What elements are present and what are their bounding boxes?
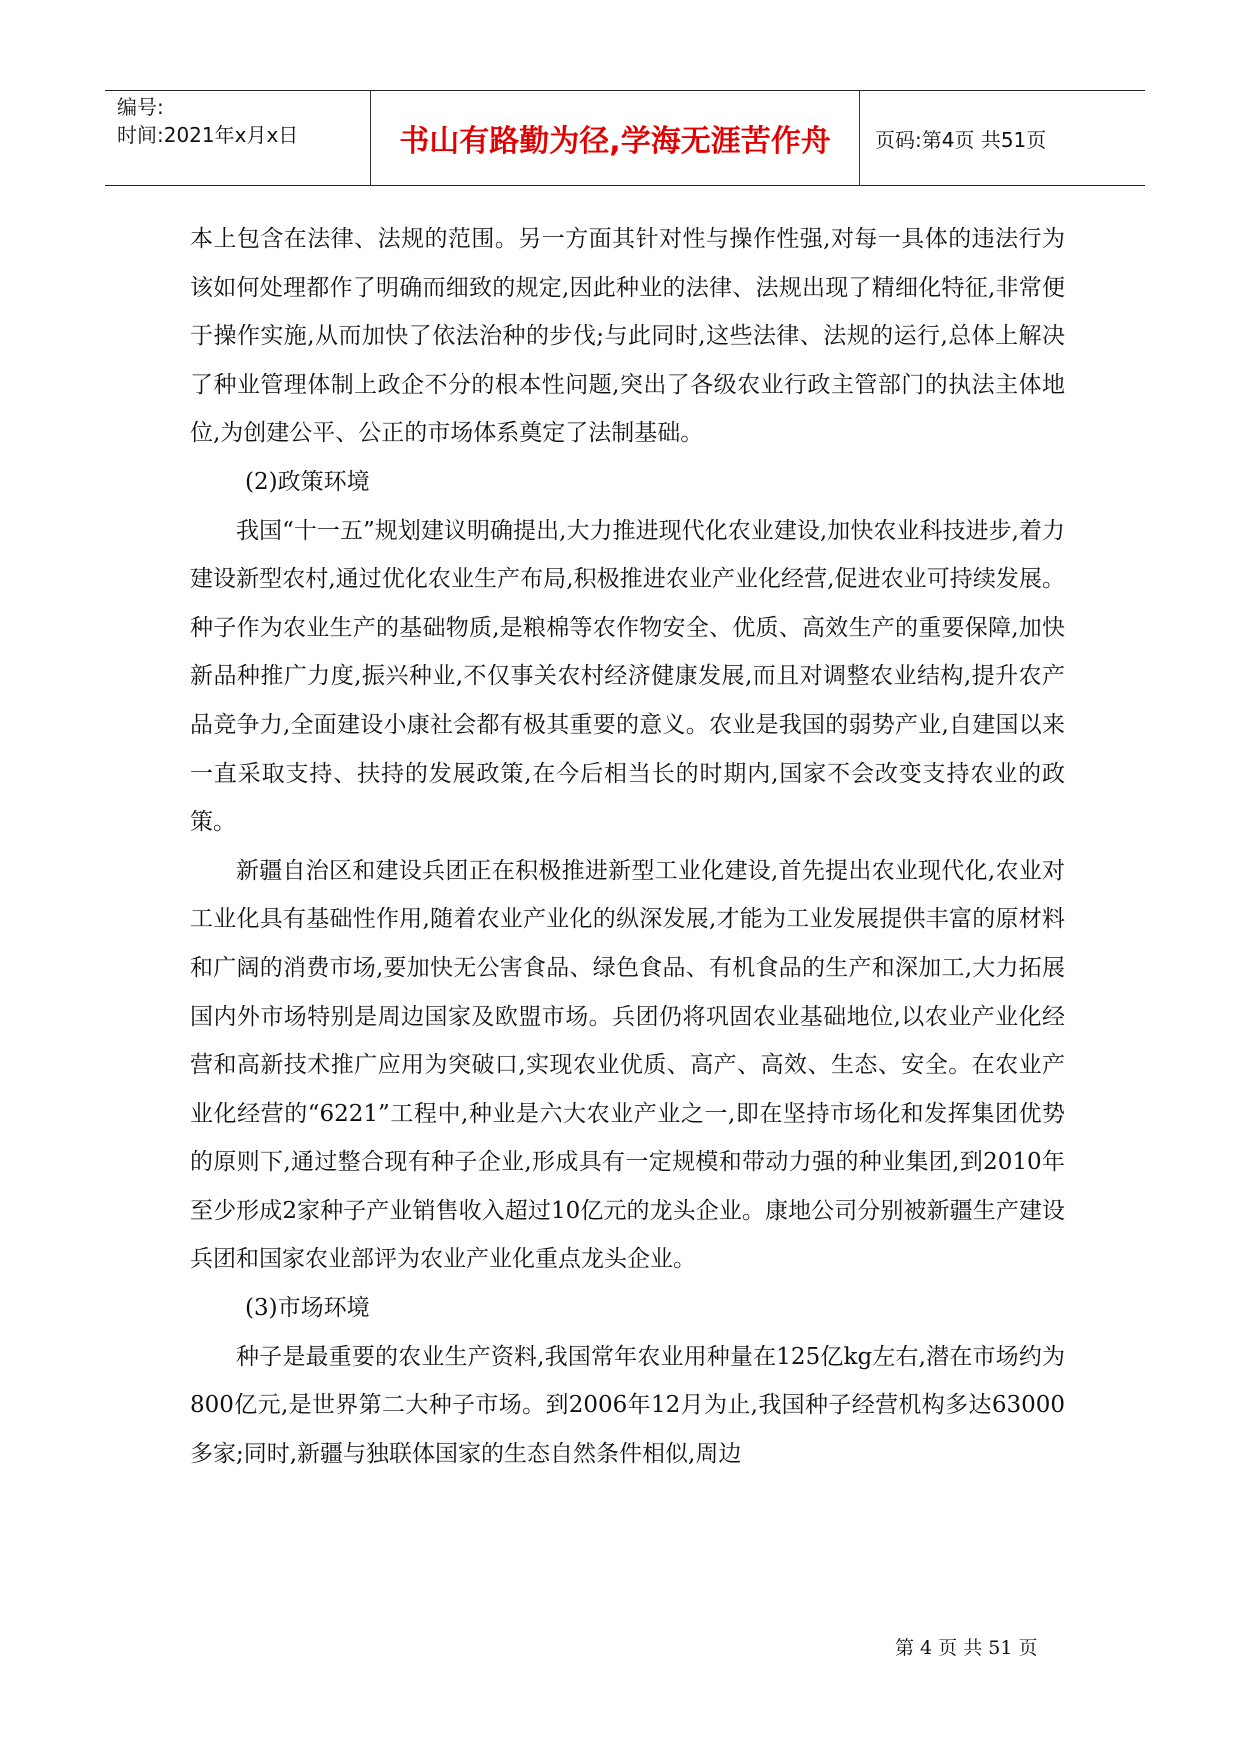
document-time-label: 时间:2021年x月x日 (117, 123, 299, 147)
document-code-label: 编号: (117, 95, 164, 119)
page-header (105, 90, 1145, 186)
body-paragraph: 种子是最重要的农业生产资料,我国常年农业用种量在125亿kg左右,潜在市场约为800亿元,是世界第二大种子市场。到2006年12月为止,我国种子经营机构多达63000多家;同时,新疆与独联体国家的生态自然条件相似,周边 (190, 1343, 1065, 1467)
page-footer-number: 第 4 页 共 51 页 (895, 1637, 1038, 1659)
header-page-label: 页码:第4页 共51页 (875, 127, 1047, 152)
header-meta (117, 93, 298, 149)
body-paragraph: 新疆自治区和建设兵团正在积极推进新型工业化建设,首先提出农业现代化,农业对工业化具有基础性作用,随着农业产业化的纵深发展,才能为工业发展提供丰富的原材料和广阔的消费市场,要加快无公害食品、绿色食品、有机食品的生产和深加工,大力拓展国内外市场特别是周边国家及欧盟市场。兵团仍将巩固农业基础地位,以农业产业化经营和高新技术推广应用为突破口,实现农业优质、高产、高效、生态、安全。在农业产业化经营的“6221”工程中,种业是六大农业产业之一,即在坚持市场化和发挥集团优势的原则下,通过整合现有种子企业,形成具有一定规模和带动力强的种业集团,到2010年至少形成2家种子产业销售收入超过10亿元的龙头企业。康地公司分别被新疆生产建设兵团和国家农业部评为农业产业化重点龙头企业。 (190, 857, 1065, 1273)
body-paragraph: 我国“十一五”规划建议明确提出,大力推进现代化农业建设,加快农业科技进步,着力建设新型农村,通过优化农业生产布局,积极推进农业产业化经营,促进农业可持续发展。种子作为农业生产的基础物质,是粮棉等农作物安全、优质、高效生产的重要保障,加快新品种推广力度,振兴种业,不仅事关农村经济健康发展,而且对调整农业结构,提升农产品竞争力,全面建设小康社会都有极其重要的意义。农业是我国的弱势产业,自建国以来一直采取支持、扶持的发展政策,在今后相当长的时期内,国家不会改变支持农业的政策。 (190, 517, 1065, 836)
document-body (190, 215, 1065, 1478)
header-divider-right (859, 91, 860, 185)
section-heading-policy: (2)政策环境 (245, 468, 370, 495)
section-heading-market: (3)市场环境 (245, 1295, 370, 1322)
body-paragraph: 本上包含在法律、法规的范围。另一方面其针对性与操作性强,对每一具体的违法行为该如何处理都作了明确而细致的规定,因此种业的法律、法规出现了精细化特征,非常便于操作实施,从而加快了依法治种的步伐;与此同时,这些法律、法规的运行,总体上解决了种业管理体制上政企不分的根本性问题,突出了各级农业行政主管部门的执法主体地位,为创建公平、公正的市场体系奠定了法制基础。 (190, 226, 1065, 447)
header-motto: 书山有路勤为径,学海无涯苦作舟 (399, 124, 831, 159)
